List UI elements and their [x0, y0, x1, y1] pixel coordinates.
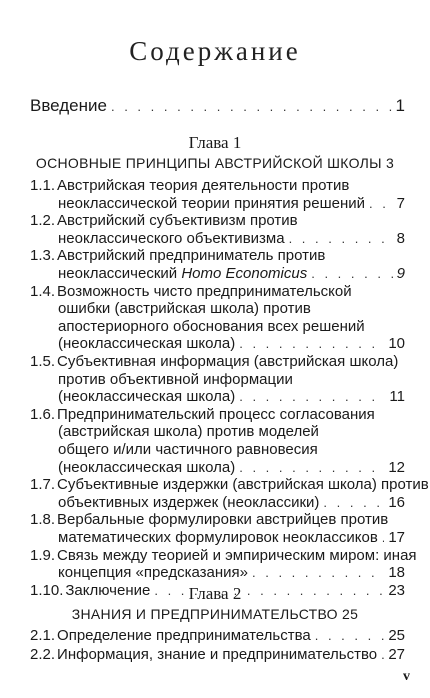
toc-entry-1-4-cont[interactable]	[58, 335, 405, 353]
entry-number: 1.4.	[30, 282, 56, 300]
entry-text: против объективной информации	[58, 370, 293, 388]
chapter-1-heading: Глава 1	[188, 133, 242, 152]
chapter-2-title[interactable]: ЗНАНИЯ И ПРЕДПРИНИМАТЕЛЬСТВО 25	[71, 606, 359, 622]
page-title: Содержание	[129, 36, 301, 66]
entry-text: общего и/или частичного равновесия	[58, 441, 318, 458]
dot-leader	[381, 645, 384, 664]
entry-text: Субъективная информация (австрийская школа)	[57, 353, 399, 370]
entry-page: 17	[388, 529, 405, 546]
entry-text: неоклассического объективизма	[58, 229, 285, 247]
toc-entry-1-4[interactable]	[30, 283, 405, 301]
dot-leader	[111, 97, 392, 116]
entry-number: 1.8.	[30, 511, 56, 529]
entry-number: 1.6.	[30, 405, 56, 423]
toc-entry-1-3-cont[interactable]	[58, 265, 405, 283]
dot-leader	[239, 335, 384, 353]
entry-page: 16	[388, 493, 405, 511]
toc-entry-2-2[interactable]	[30, 645, 405, 664]
entry-page: 12	[388, 458, 405, 476]
entry-page: 10	[388, 335, 405, 353]
entry-text: концепция «предсказания»	[58, 564, 248, 582]
chapter-2-heading: Глава 2	[188, 584, 242, 603]
chapter-1-title[interactable]: ОСНОВНЫЕ ПРИНЦИПЫ АВСТРИЙСКОЙ ШКОЛЫ 3	[35, 155, 395, 171]
entry-page: 1	[395, 96, 405, 115]
toc-entry-1-2-cont[interactable]	[58, 230, 405, 248]
toc-entry-1-5[interactable]	[30, 353, 405, 371]
entry-number: 1.1.	[30, 177, 56, 194]
toc-entry-1-9[interactable]	[30, 546, 417, 565]
entry-text: математических формулировок неоклассиков	[58, 529, 378, 546]
toc-entry-1-9-cont[interactable]	[58, 564, 405, 582]
entry-text: Определение предпринимательства	[57, 627, 311, 644]
entry-label: Введение	[30, 96, 107, 115]
entry-page: 27	[388, 646, 405, 663]
entry-text: Информация, знание и предпринимательство	[57, 646, 378, 663]
dot-leader	[239, 459, 384, 477]
entry-text: Субъективные издержки (австрийская школа) против	[57, 476, 429, 494]
toc-entry-1-8[interactable]	[30, 511, 405, 529]
toc-entry-1-3[interactable]	[30, 247, 405, 265]
entry-page: 9	[396, 265, 405, 282]
entry-text: Австрийский субъективизм против	[57, 212, 298, 230]
toc-entry-1-8-cont[interactable]	[58, 529, 405, 547]
entry-text: Возможность чисто предпринимательской	[57, 282, 352, 300]
toc-entry-1-6-cont[interactable]	[58, 459, 405, 477]
entry-text: ошибки (австрийская школа) против	[58, 300, 311, 318]
entry-text: Связь между теорией и эмпирическим миром: иная	[57, 546, 417, 564]
entry-text: апостериорного обоснования всех решений	[58, 317, 365, 335]
entry-text: (неоклассическая школа)	[58, 388, 236, 406]
entry-number: 1.2.	[30, 212, 56, 230]
dot-leader	[311, 265, 392, 283]
toc-entry-1-7-cont[interactable]	[58, 494, 405, 512]
entry-text: Австрийская теория деятельности против	[57, 177, 350, 194]
toc-entry-1-5-cont[interactable]	[58, 388, 405, 406]
entry-page: 7	[396, 194, 405, 212]
toc-entry-intro[interactable]	[30, 96, 405, 116]
entry-number: 1.10.	[30, 581, 64, 599]
entry-page: 11	[389, 388, 405, 406]
entry-text: Вербальные формулировки австрийцев против	[57, 511, 389, 529]
dot-leader	[239, 388, 385, 406]
entry-number: 2.1.	[30, 627, 56, 644]
dot-leader	[252, 564, 384, 582]
entry-text: (неоклассическая школа)	[58, 458, 236, 476]
dot-leader	[315, 626, 385, 645]
dot-leader	[323, 494, 384, 512]
entry-number: 1.7.	[30, 476, 56, 494]
entry-number: 1.9.	[30, 546, 56, 564]
entry-text: объективных издержек (неоклассики)	[58, 493, 320, 511]
toc-entry-1-1-cont[interactable]	[58, 195, 405, 213]
toc-entry-1-1[interactable]	[30, 177, 405, 195]
page-folio: v	[403, 669, 410, 684]
entry-text: неоклассической теории принятия решений	[58, 194, 365, 212]
entry-text: (неоклассическая школа)	[58, 335, 236, 353]
toc-entry-1-2[interactable]	[30, 212, 405, 230]
entry-text: Заключение	[65, 581, 151, 599]
entry-number: 1.5.	[30, 353, 56, 370]
entry-text: Австрийский предприниматель против	[57, 247, 326, 265]
toc-entry-2-1[interactable]	[30, 626, 405, 645]
dot-leader	[289, 230, 393, 248]
entry-page: 8	[396, 229, 405, 247]
toc-entry-1-7[interactable]	[30, 476, 429, 494]
entry-text: Предпринимательский процесс согласования	[57, 405, 375, 423]
entry-number: 2.2.	[30, 646, 56, 663]
entry-page: 25	[388, 627, 405, 644]
italic-term: Homo Economicus	[181, 265, 308, 282]
entry-number: 1.3.	[30, 247, 56, 265]
dot-leader	[382, 529, 385, 547]
entry-page: 18	[388, 564, 405, 582]
dot-leader	[369, 195, 393, 213]
entry-page: 23	[388, 581, 405, 599]
toc-entry-1-6[interactable]	[30, 406, 405, 424]
entry-text: неоклассический Homo Economicus	[58, 265, 308, 282]
entry-text: (австрийская школа) против моделей	[58, 423, 319, 441]
